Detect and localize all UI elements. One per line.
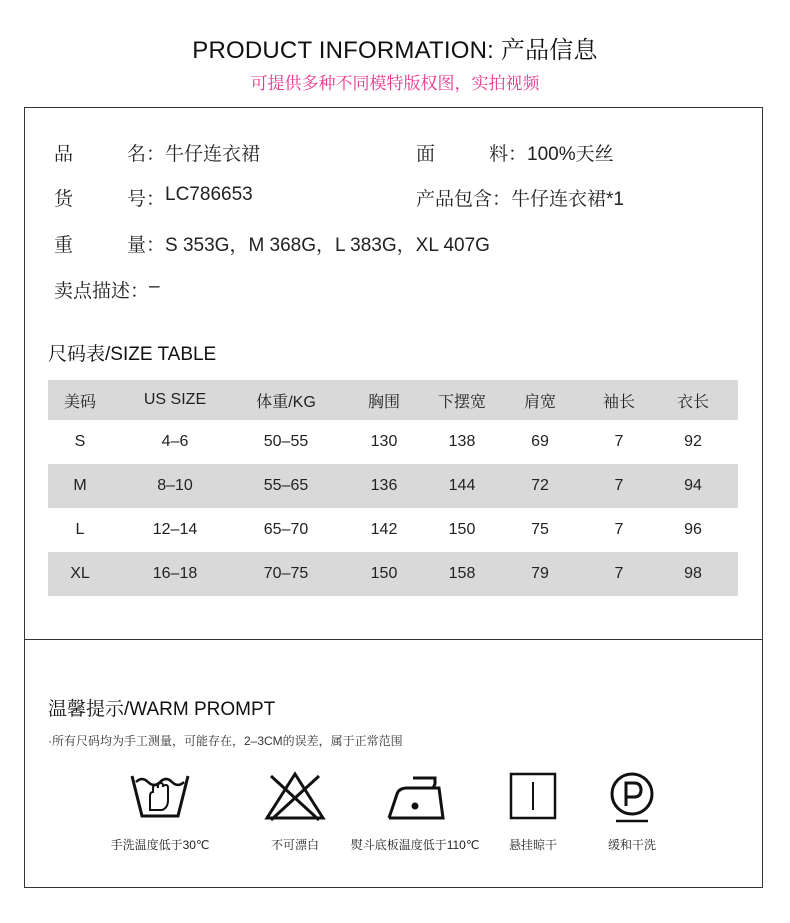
table-cell: 150	[334, 552, 434, 596]
table-row	[48, 420, 738, 464]
info-name-row: 品 名 ： 牛仔连衣裙	[54, 139, 260, 166]
info-selling-label: 卖点描述	[54, 281, 131, 302]
size-table	[48, 380, 738, 596]
size-table-header	[48, 380, 738, 420]
info-name-label: 品 名	[54, 144, 146, 165]
table-cell: 8–10	[112, 464, 238, 508]
header-cell: 体重/KG	[238, 380, 334, 420]
table-cell: XL	[48, 552, 112, 596]
care-no-bleach	[230, 770, 360, 853]
line-dry-icon	[501, 770, 565, 824]
info-material-label: 面 料	[416, 144, 508, 165]
table-cell: 69	[531, 433, 549, 450]
table-cell: L	[75, 521, 85, 538]
table-row	[48, 464, 738, 508]
table-cell: 16–18	[112, 552, 238, 596]
care-label: 手洗温度低于30℃	[110, 838, 210, 852]
table-cell: 75	[531, 521, 549, 538]
info-selling-value: –	[149, 276, 160, 297]
info-package-value: 牛仔连衣裙*1	[511, 189, 624, 210]
info-package-row: 产品包含 ： 牛仔连衣裙*1	[416, 184, 624, 211]
no-bleach-icon	[263, 770, 327, 824]
table-cell: 144	[434, 464, 490, 508]
table-cell: 158	[434, 552, 490, 596]
info-weight-label: 重 量	[54, 235, 146, 256]
size-table-title: 尺码表/SIZE TABLE	[48, 344, 217, 365]
care-label: 缓和干洗	[607, 838, 656, 852]
table-cell: 7	[614, 521, 624, 538]
iron-low-icon	[383, 770, 447, 824]
table-cell: 55–65	[238, 464, 334, 508]
hand-wash-icon	[128, 770, 192, 824]
table-cell: 138	[448, 433, 476, 450]
info-material-row: 面 料 ： 100%天丝	[416, 139, 614, 166]
table-row	[48, 508, 738, 552]
care-dry-clean	[567, 770, 697, 853]
table-cell: 7	[614, 433, 624, 450]
header-cell: 衣长	[648, 380, 738, 420]
page-subtitle: 可提供多种不同模特版权图，实拍视频	[250, 74, 540, 93]
header-cell: 美码	[48, 380, 112, 420]
info-material-value: 100%天丝	[527, 144, 614, 165]
table-cell: 4–6	[161, 433, 189, 450]
table-cell: 136	[334, 464, 434, 508]
info-sku-row: 货 号 ： LC786653	[54, 184, 253, 210]
table-cell: 98	[648, 552, 738, 596]
header-cell: 胸围	[334, 380, 434, 420]
table-row	[48, 552, 738, 596]
table-cell: 7	[590, 552, 648, 596]
table-cell: 79	[490, 552, 590, 596]
table-cell: 150	[448, 521, 476, 538]
care-iron	[350, 770, 480, 853]
table-cell: 94	[648, 464, 738, 508]
info-name-value: 牛仔连衣裙	[165, 144, 261, 165]
info-sku-value: LC786653	[165, 184, 253, 205]
dry-clean-p-icon	[600, 770, 664, 824]
info-selling-row: 卖点描述 ： –	[54, 276, 160, 302]
care-label: 悬挂晾干	[508, 838, 557, 852]
info-weight-value: S 353G，M 368G，L 383G，XL 407G	[165, 235, 490, 256]
table-cell: 65–70	[263, 521, 309, 538]
table-cell: 142	[370, 521, 398, 538]
info-weight-row: 重 量 ： S 353G，M 368G，L 383G，XL 407G	[54, 230, 490, 257]
table-cell: 7	[590, 464, 648, 508]
measurement-note: ·所有尺码均为手工测量，可能存在，2–3CM的误差，属于正常范围	[48, 734, 403, 748]
header-cell: US SIZE	[112, 380, 238, 420]
header-cell: 肩宽	[490, 380, 590, 420]
table-cell: 96	[684, 521, 702, 538]
table-cell: 70–75	[238, 552, 334, 596]
care-hand-wash	[95, 770, 225, 853]
table-cell: 72	[490, 464, 590, 508]
header-cell: 袖长	[590, 380, 648, 420]
care-label: 熨斗底板温度低于110℃	[350, 838, 480, 852]
table-cell: 50–55	[263, 433, 309, 450]
table-cell: 130	[370, 433, 398, 450]
table-cell: 92	[684, 433, 702, 450]
info-package-label: 产品包含	[416, 189, 493, 210]
table-cell: M	[48, 464, 112, 508]
table-cell: S	[74, 433, 86, 450]
header-cell: 下摆宽	[434, 380, 490, 420]
table-cell: 12–14	[152, 521, 198, 538]
page-title: PRODUCT INFORMATION: 产品信息	[192, 37, 598, 64]
warm-prompt-title: 温馨提示/WARM PROMPT	[48, 699, 276, 720]
info-sku-label: 货 号	[54, 189, 146, 210]
care-label: 不可漂白	[270, 838, 319, 852]
